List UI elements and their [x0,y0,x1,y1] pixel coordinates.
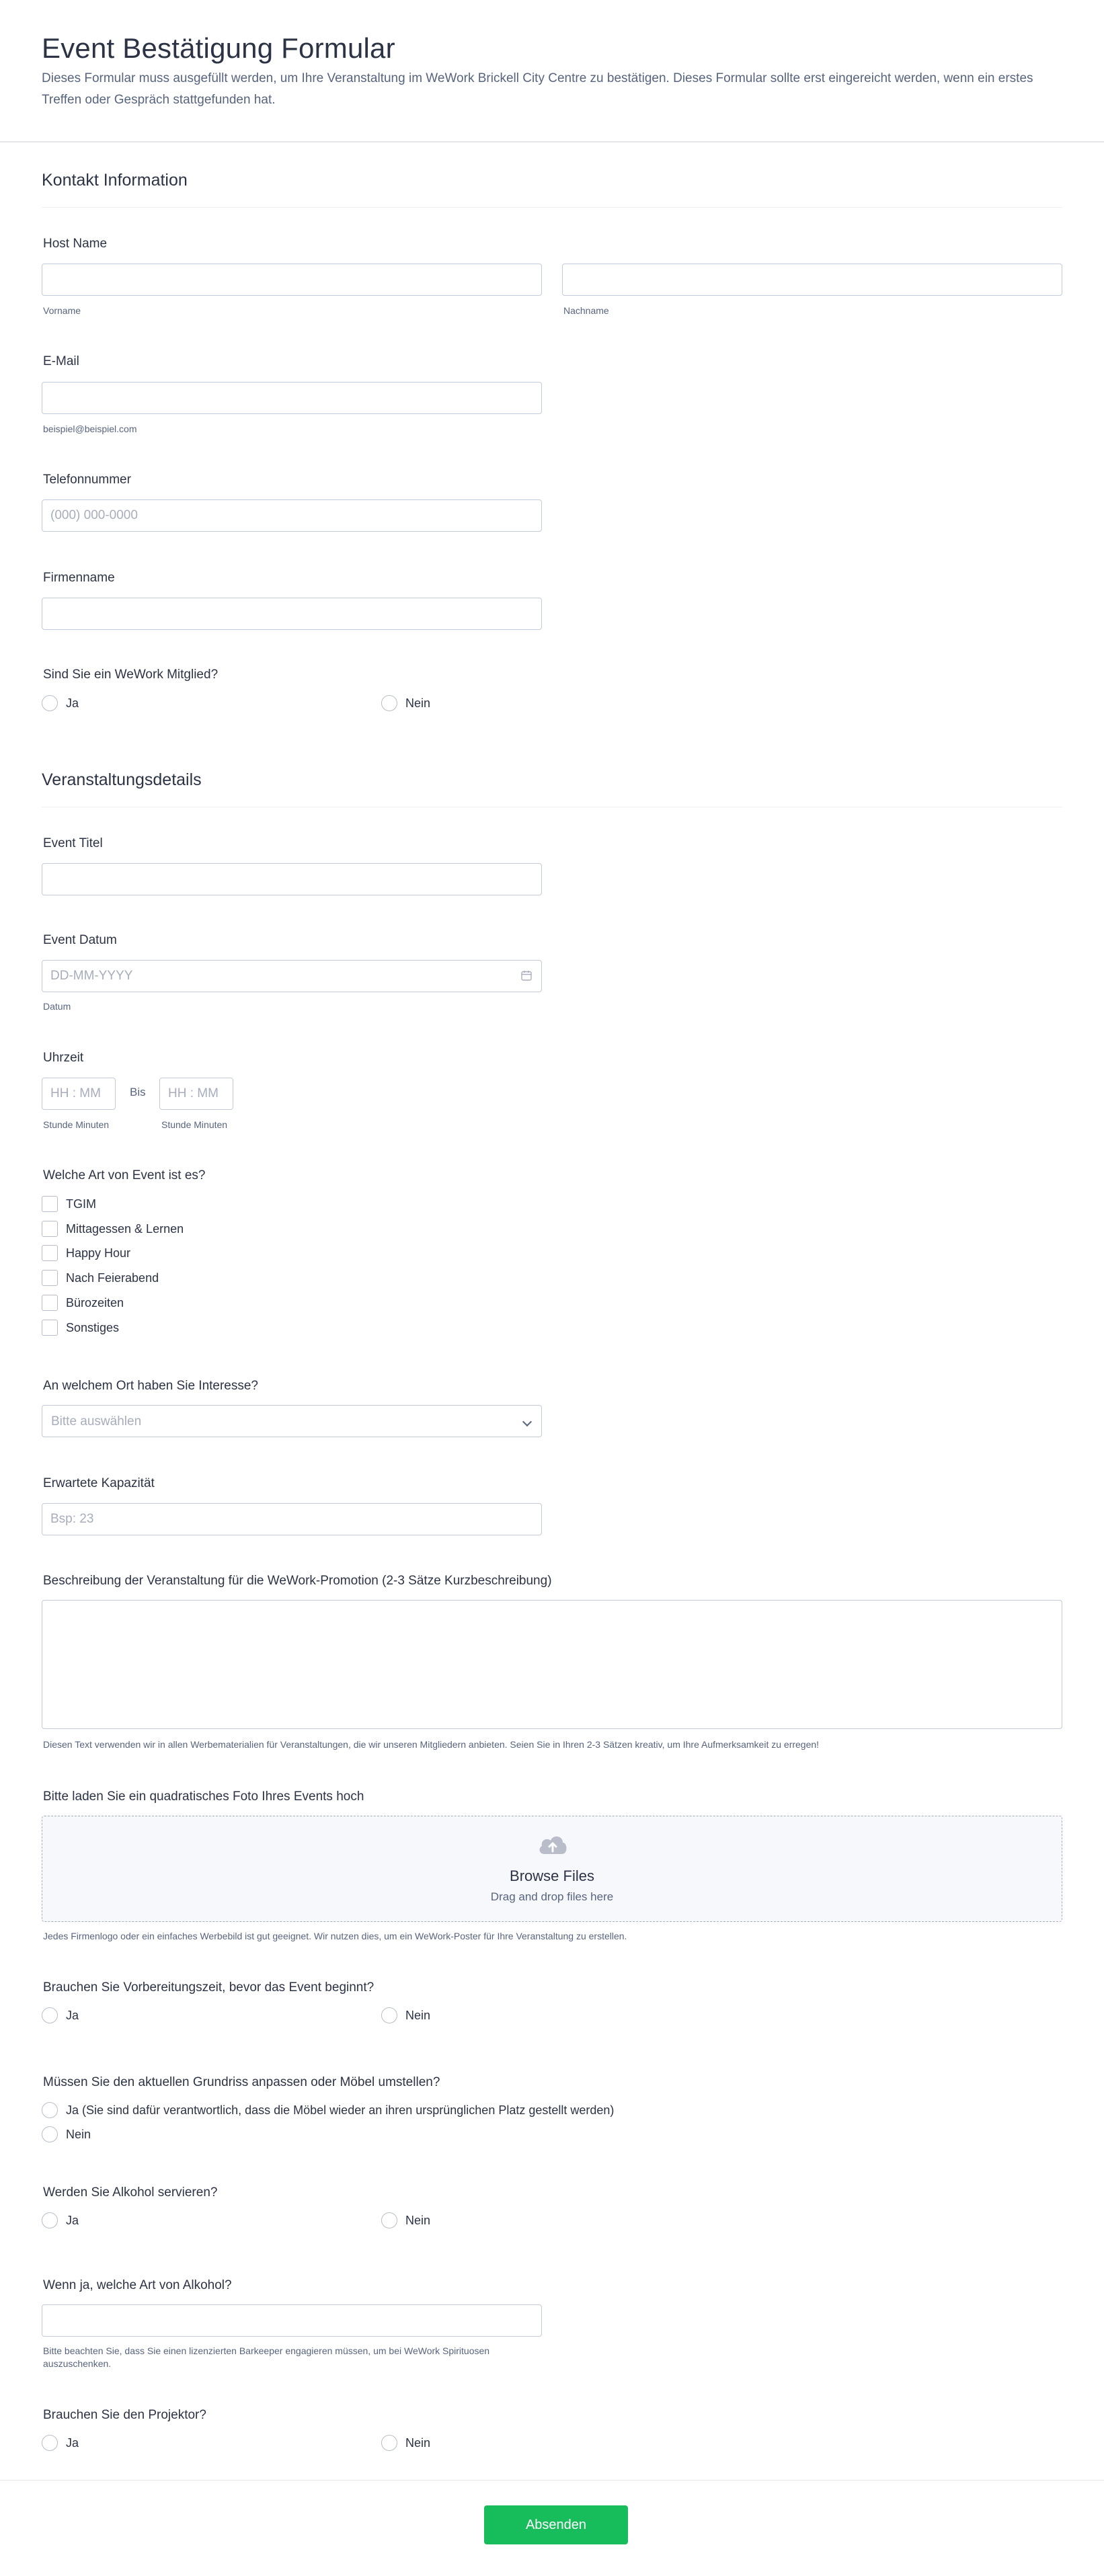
prep-no-radio[interactable] [381,2007,397,2023]
email-input[interactable] [42,382,542,414]
type-label-other: Sonstiges [66,1321,120,1334]
location-question: An welchem Ort haben Sie Interesse? [43,1379,259,1393]
member-yes-radio[interactable] [42,695,58,711]
section-title-contact: Kontakt Information [42,171,188,190]
projector-no-label: Nein [405,2436,431,2450]
phone-label: Telefonnummer [43,473,131,487]
time-label: Uhrzeit [43,1051,84,1065]
alcohol-yes-label: Ja [66,2214,79,2227]
event-title-input[interactable] [42,863,542,895]
description-label: Beschreibung der Veranstaltung für die WeWork-Promotion (2-3 Sätze Kurzbeschreibung) [43,1574,552,1588]
event-date-input[interactable] [42,960,542,992]
drag-drop-text: Drag and drop files here [490,1890,614,1903]
event-date-label: Event Datum [43,933,117,947]
event-date-field[interactable] [42,960,542,992]
projector-question: Brauchen Sie den Projektor? [43,2408,206,2422]
footer-divider [0,2480,1104,2481]
first-name-input[interactable] [42,264,542,296]
first-name-sublabel: Vorname [43,305,81,316]
last-name-sublabel: Nachname [563,305,609,316]
type-checkbox-lunch-learn[interactable] [42,1221,58,1237]
member-question: Sind Sie ein WeWork Mitglied? [43,668,219,682]
member-no-radio[interactable] [381,695,397,711]
alcohol-type-input[interactable] [42,2304,542,2337]
phone-input[interactable] [42,499,542,532]
projector-no-radio[interactable] [381,2435,397,2451]
last-name-input[interactable] [562,264,1062,296]
time-start-input[interactable] [42,1078,116,1110]
description-help: Diesen Text verwenden wir in allen Werbematerialien für Veranstaltungen, die wir unseren Mitgliedern anbieten. Seien Sie in Ihren 2-3 Sätzen kreativ, um Ihre Aufmerksamkeit zu erregen! [43,1739,820,1750]
calendar-icon[interactable] [520,969,533,981]
time-end-sublabel: Stunde Minuten [161,1119,228,1130]
browse-files-text[interactable]: Browse Files [510,1867,594,1884]
type-checkbox-office-hours[interactable] [42,1295,58,1311]
floorplan-no-label: Nein [66,2128,91,2141]
time-end-input[interactable] [159,1078,233,1110]
time-start-sublabel: Stunde Minuten [43,1119,110,1130]
floorplan-no-radio[interactable] [42,2126,58,2142]
prep-question: Brauchen Sie Vorbereitungszeit, bevor das Event beginnt? [43,1980,374,1995]
alcohol-question: Werden Sie Alkohol servieren? [43,2185,218,2200]
projector-yes-label: Ja [66,2436,79,2450]
alcohol-yes-radio[interactable] [42,2212,58,2228]
page-title: Event Bestätigung Formular [42,32,395,64]
upload-dropzone[interactable] [42,1816,1062,1922]
type-label-lunch-learn: Mittagessen & Lernen [66,1222,184,1236]
chevron-down-icon [522,1417,532,1426]
capacity-input[interactable] [42,1503,542,1535]
alcohol-no-radio[interactable] [381,2212,397,2228]
description-textarea[interactable] [42,1600,1062,1729]
company-label: Firmenname [43,571,115,585]
section-divider [42,207,1062,208]
cloud-upload-icon [537,1833,569,1857]
type-checkbox-other[interactable] [42,1320,58,1336]
event-date-sublabel: Datum [43,1001,71,1012]
location-select-value: Bitte auswählen [51,1414,142,1428]
type-checkbox-after-work[interactable] [42,1270,58,1286]
email-label: E-Mail [43,354,79,368]
member-yes-label: Ja [66,696,79,710]
type-label-happy-hour: Happy Hour [66,1246,131,1260]
prep-yes-label: Ja [66,2009,79,2022]
capacity-label: Erwartete Kapazität [43,1476,155,1490]
type-checkbox-happy-hour[interactable] [42,1245,58,1261]
header-divider [0,141,1104,143]
prep-no-label: Nein [405,2009,431,2022]
email-sublabel: beispiel@beispiel.com [43,424,137,434]
projector-yes-radio[interactable] [42,2435,58,2451]
submit-button[interactable]: Absenden [484,2505,628,2544]
section-title-event: Veranstaltungsdetails [42,770,202,789]
floorplan-yes-label: Ja (Sie sind dafür verantwortlich, dass die Möbel wieder an ihren ursprünglichen Platz gestellt werden) [66,2103,615,2117]
time-separator: Bis [130,1086,146,1098]
alcohol-type-label: Wenn ja, welche Art von Alkohol? [43,2278,232,2292]
member-no-label: Nein [405,696,431,710]
alcohol-type-help: Bitte beachten Sie, dass Sie einen lizenzierten Barkeeper engagieren müssen, um bei WeWork Spirituosen auszuschenken. [43,2345,490,2369]
floorplan-question: Müssen Sie den aktuellen Grundriss anpassen oder Möbel umstellen? [43,2075,440,2089]
type-label-tgim: TGIM [66,1197,96,1211]
event-title-label: Event Titel [43,836,103,850]
prep-yes-radio[interactable] [42,2007,58,2023]
alcohol-no-label: Nein [405,2214,431,2227]
type-label-office-hours: Bürozeiten [66,1296,124,1310]
host-name-label: Host Name [43,237,108,251]
upload-label: Bitte laden Sie ein quadratisches Foto Ihres Events hoch [43,1789,364,1804]
upload-help: Jedes Firmenlogo oder ein einfaches Werbebild ist gut geeignet. Wir nutzen dies, um ein WeWork-Poster für Ihre Veranstaltung zu erstellen. [43,1931,627,1941]
company-input[interactable] [42,598,542,630]
floorplan-yes-radio[interactable] [42,2102,58,2118]
event-type-question: Welche Art von Event ist es? [43,1168,206,1182]
type-checkbox-tgim[interactable] [42,1196,58,1212]
type-label-after-work: Nach Feierabend [66,1271,159,1285]
location-select[interactable] [42,1405,542,1437]
page-description: Dieses Formular muss ausgefüllt werden, um Ihre Veranstaltung im WeWork Brickell City Centre zu bestätigen. Dieses Formular sollte erst eingereicht werden, wenn ein erstes Treffen oder Gespräch stattgefunden hat. [42,71,1033,107]
